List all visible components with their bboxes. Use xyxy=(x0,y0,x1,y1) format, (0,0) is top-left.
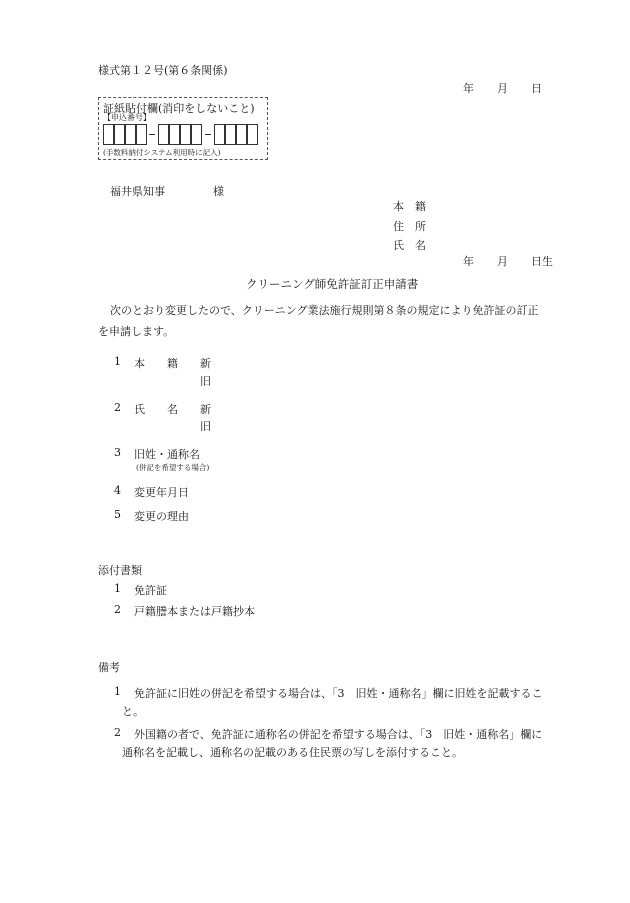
application-number-cell[interactable] xyxy=(103,124,114,145)
application-number-cell[interactable] xyxy=(247,124,258,145)
application-number-cell[interactable] xyxy=(180,124,191,145)
applicant-name-label: 氏 名 xyxy=(393,239,426,252)
item-3-note: (併記を希望する場合) xyxy=(136,463,210,472)
item-3-number: 3 xyxy=(114,446,121,459)
birth-month-label: 月 xyxy=(497,255,508,268)
date-year-label: 年 xyxy=(463,82,474,95)
attachment-2-text: 戸籍謄本または戸籍抄本 xyxy=(134,605,255,618)
application-number-cell[interactable] xyxy=(125,124,136,145)
number-separator xyxy=(205,134,211,135)
item-5-number: 5 xyxy=(114,508,121,521)
applicant-address-label: 住 所 xyxy=(393,220,426,233)
application-number-cell[interactable] xyxy=(114,124,125,145)
item-2-old-label: 旧 xyxy=(200,420,211,433)
attachment-1-text: 免許証 xyxy=(134,584,167,597)
date-month-label: 月 xyxy=(497,82,508,95)
intro-line-1: 次のとおり変更したので、クリーニング業法施行規則第８条の規定により免許証の訂正 xyxy=(110,304,539,317)
birth-day-label: 日生 xyxy=(531,255,553,268)
item-4-number: 4 xyxy=(114,484,121,497)
item-3-label: 旧姓・通称名 xyxy=(134,448,200,461)
application-number-label: 【申込番号】 xyxy=(103,113,151,122)
remark-2-line-1: 外国籍の者で、免許証に通称名の併記を希望する場合は、「3 旧姓・通称名」欄に xyxy=(134,728,543,741)
applicant-honseki-label: 本 籍 xyxy=(393,200,426,213)
item-1-new-label: 新 xyxy=(200,357,211,370)
document-title: クリーニング師免許証訂正申請書 xyxy=(246,277,419,291)
application-number-cell[interactable] xyxy=(136,124,147,145)
item-2-number: 2 xyxy=(114,401,121,414)
addressee-name: 福井県知事 xyxy=(110,185,165,198)
attachment-2-number: 2 xyxy=(114,603,121,616)
stamp-box-note: (手数料納付システム利用時に記入) xyxy=(103,148,221,157)
intro-line-2: を申請します。 xyxy=(98,325,175,338)
item-5-label: 変更の理由 xyxy=(134,510,189,523)
remarks-heading: 備考 xyxy=(98,661,120,674)
number-separator xyxy=(149,134,155,135)
item-2-new-label: 新 xyxy=(200,403,211,416)
addressee-honorific: 様 xyxy=(213,185,224,198)
application-number-cell[interactable] xyxy=(225,124,236,145)
remark-2-line-2: 通称名を記載し、通称名の記載のある住民票の写しを添付すること。 xyxy=(122,746,463,759)
application-number-cell[interactable] xyxy=(191,124,202,145)
remark-1-number: 1 xyxy=(114,685,121,698)
item-4-label: 変更年月日 xyxy=(134,486,189,499)
application-number-cell[interactable] xyxy=(236,124,247,145)
item-2-label: 氏 名 xyxy=(134,403,178,416)
item-1-old-label: 旧 xyxy=(200,375,211,388)
item-1-number: 1 xyxy=(114,355,121,368)
application-number-cell[interactable] xyxy=(169,124,180,145)
attachments-heading: 添付書類 xyxy=(98,564,142,577)
application-number-cell[interactable] xyxy=(214,124,225,145)
attachment-1-number: 1 xyxy=(114,582,121,595)
item-1-label: 本 籍 xyxy=(134,357,178,370)
remark-1-line-2: と。 xyxy=(122,705,144,718)
date-day-label: 日 xyxy=(531,82,542,95)
birth-year-label: 年 xyxy=(463,255,474,268)
revenue-stamp-box[interactable] xyxy=(98,97,268,160)
remark-1-line-1: 免許証に旧姓の併記を希望する場合は、「3 旧姓・通称名」欄に旧姓を記載するこ xyxy=(134,687,543,700)
form-number: 様式第１２号(第６条関係) xyxy=(98,64,228,77)
application-number-cell[interactable] xyxy=(158,124,169,145)
stamp-box-title: 証紙貼付欄(消印をしないこと) xyxy=(103,102,255,115)
remark-2-number: 2 xyxy=(114,726,121,739)
